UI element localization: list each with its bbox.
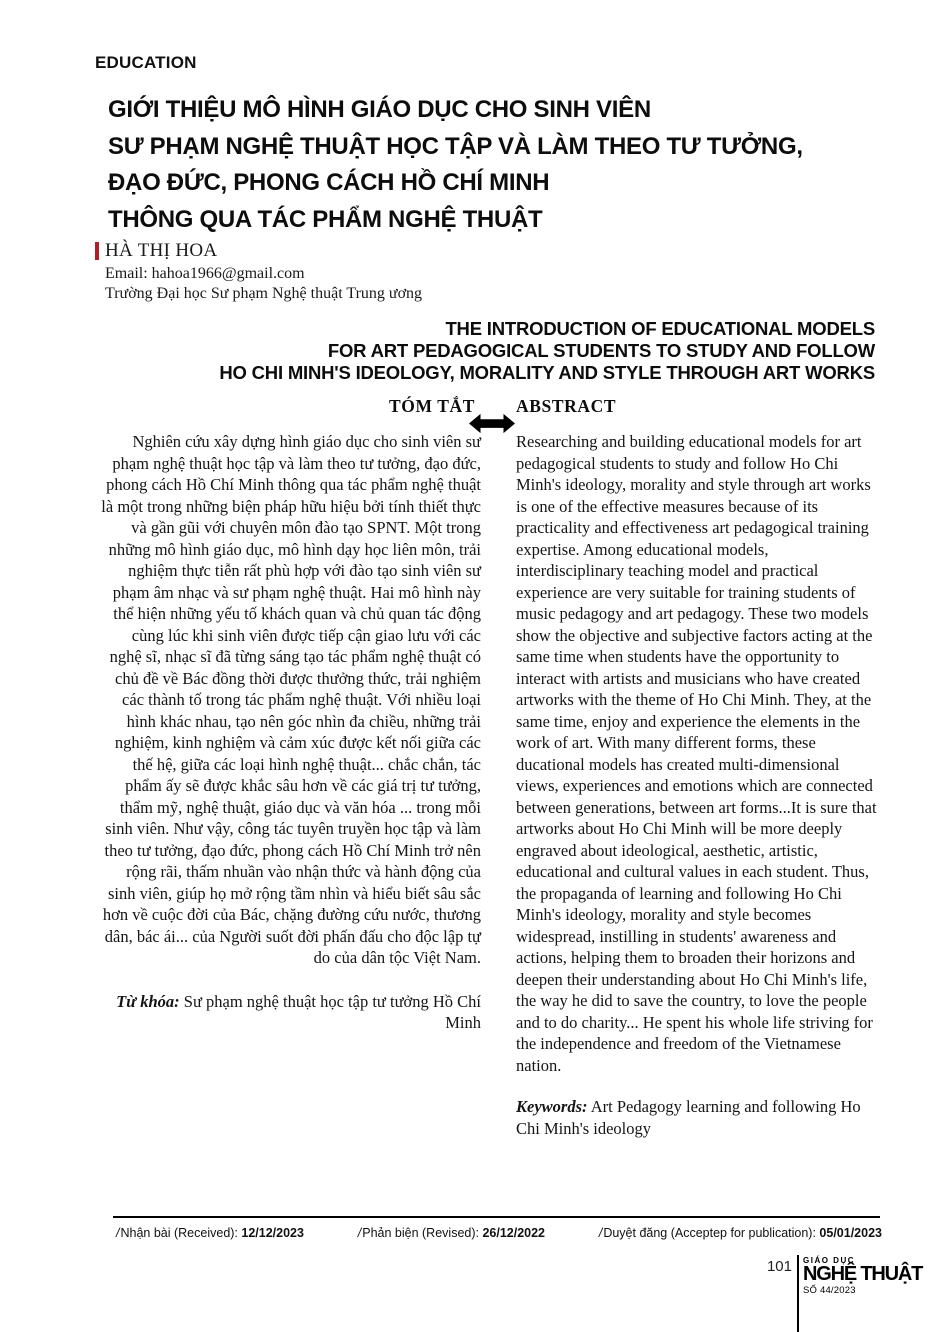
- footer-revised-label: Phản biện (Revised):: [362, 1226, 483, 1240]
- article-title-vietnamese: [108, 92, 803, 238]
- journal-logo-main-text: NGHỆ THUẬT: [803, 1263, 923, 1285]
- author-accent-bar: [95, 242, 99, 260]
- page-number: 101: [766, 1258, 792, 1275]
- author-email: Email: hahoa1966@gmail.com: [105, 265, 305, 282]
- author-block: [95, 240, 422, 304]
- author-name-row: [95, 240, 422, 262]
- keywords-en: [516, 1096, 880, 1139]
- keywords-vi: [97, 991, 481, 1034]
- footer-slash: /: [357, 1226, 362, 1240]
- footer-dates-row: [116, 1226, 882, 1240]
- title-en-line: THE INTRODUCTION OF EDUCATIONAL MODELS: [445, 318, 875, 339]
- abstract-body-vi: Nghiên cứu xây dựng hình giáo dục cho sinh viên sư phạm nghệ thuật học tập và làm theo tư tưởng, đạo đức, phong cách Hồ Chí Minh thông qua tác phẩm nghệ thuật là một trong những biện pháp hữu hiệu bởi tính thiết thực và gần gũi với chuyên môn đào tạo SPNT. Một trong những mô hình giáo dục, mô hình dạy học liên môn, trải nghiệm thực tiễn rất phù hợp với đào tạo sinh viên sư phạm âm nhạc và sư phạm nghệ thuật. Hai mô hình này thể hiện những yếu tố khách quan và chủ quan tác động cùng lúc khi sinh viên được tiếp cận giao lưu với các nghệ sĩ, nhạc sĩ đã từng sáng tạo tác phẩm nghệ thuật có chủ đề về Bác đồng thời được thưởng thức, trải nghiệm các thành tố trong tác phẩm nghệ thuật. Với nhiều loại hình khác nhau, tạo nên góc nhìn đa chiều, những trải nghiệm, kinh nghiệm và cảm xúc được kết nối giữa các thế hệ, giữa các loại hình nghệ thuật... chắc chắn, tác phẩm ấy sẽ được khắc sâu hơn về các giá trị tư tưởng, thẩm mỹ, nghệ thuật, giáo dục và văn hóa ... trong mỗi sinh viên. Như vậy, công tác tuyên truyền học tập và làm theo tư tưởng, đạo đức, phong cách Hồ Chí Minh trở nên rộng rãi, thấm nhuần vào nhận thức và hành động của sinh viên, giúp họ mở rộng tầm nhìn và hiểu biết sâu sắc hơn về cuộc đời của Bác, chặng đường cứu nước, thương dân, bác ái... của Người suốt đời phấn đấu cho độc lập tự do của dân tộc Việt Nam.: [101, 432, 481, 967]
- abstract-column-english: [516, 396, 880, 1139]
- article-title-english: [219, 318, 875, 384]
- author-affiliation: Trường Đại học Sư phạm Nghệ thuật Trung ương: [105, 285, 423, 302]
- footer-slash: /: [598, 1226, 603, 1240]
- keywords-vi-label: Từ khóa:: [116, 991, 180, 1011]
- footer-received: [116, 1226, 304, 1240]
- footer-vertical-rule: [797, 1255, 799, 1332]
- footer-slash: /: [116, 1226, 120, 1240]
- keywords-vi-text: Sư phạm nghệ thuật học tập tư tưởng Hồ Chí Minh: [179, 991, 481, 1032]
- footer-accepted-label: Duyệt đăng (Acceptep for publication):: [603, 1226, 820, 1240]
- title-en-line: HO CHI MINH'S IDEOLOGY, MORALITY AND STYLE THROUGH ART WORKS: [219, 362, 875, 383]
- footer-accepted-date: 05/01/2023: [819, 1226, 882, 1240]
- journal-issue-number: SỐ 44/2023: [803, 1285, 856, 1296]
- journal-logo-top-text: GIÁO DỤC: [803, 1256, 855, 1265]
- title-vi-line: THÔNG QUA TÁC PHẨM NGHỆ THUẬT: [108, 205, 543, 233]
- abstract-heading-en: ABSTRACT: [516, 396, 617, 416]
- footer-divider-line: [113, 1216, 880, 1218]
- footer-received-label: Nhận bài (Received):: [120, 1226, 242, 1240]
- keywords-en-text: Art Pedagogy learning and following Ho Chi Minh's ideology: [516, 1097, 861, 1138]
- title-vi-line: SƯ PHẠM NGHỆ THUẬT HỌC TẬP VÀ LÀM THEO TƯ TƯỞNG,: [108, 132, 803, 160]
- section-category-label: EDUCATION: [95, 53, 197, 72]
- title-vi-line: GIỚI THIỆU MÔ HÌNH GIÁO DỤC CHO SINH VIÊN: [108, 96, 651, 123]
- swap-arrow-icon: [469, 412, 515, 435]
- title-vi-line: ĐẠO ĐỨC, PHONG CÁCH HỒ CHÍ MINH: [108, 169, 550, 196]
- keywords-en-label: Keywords:: [516, 1097, 588, 1116]
- abstract-heading-vi: TÓM TẮT: [388, 396, 475, 416]
- abstract-column-vietnamese: [97, 396, 481, 1034]
- footer-accepted: [599, 1226, 882, 1240]
- abstract-body-en: Researching and building educational models for art pedagogical students to study and follow Ho Chi Minh's ideology, morality and style through art works is one of the effective measures because of its practicality and effectiveness art pedagogical training expertise. Among educational models, interdisciplinary teaching model and practical experience are very suitable for training students of music pedagogy and art pedagogy. These two models show the objective and subjective factors acting at the same time when students have the opportunity to interact with artists and musicians who have created artworks with the theme of Ho Chi Minh. They, at the same time, enjoy and experience the elements in the work of art. With many different forms, these ducational models has created multi-dimensional views, experiences and emotions which are connected between generations, between art forms...It is sure that artworks about Ho Chi Minh will be more deeply engraved about ideological, aesthetic, artistic, educational and cultural values in each student. Thus, the propaganda of learning and following Ho Chi Minh's ideology, morality and style becomes widespread, instilling in students' awareness and actions, helping them to broaden their horizons and deepen their understanding about Ho Chi Minh's life, the way he did to save the country, to love the people and to do charity... He spent his whole life striving for the independence and freedom of the Vietnamese nation.: [516, 432, 877, 1075]
- author-name: HÀ THỊ HOA: [105, 240, 218, 261]
- footer-revised: [358, 1226, 545, 1240]
- footer-revised-date: 26/12/2022: [482, 1226, 546, 1240]
- footer-received-date: 12/12/2023: [241, 1226, 304, 1240]
- journal-logo: [803, 1257, 922, 1296]
- title-en-line: FOR ART PEDAGOGICAL STUDENTS TO STUDY AND FOLLOW: [327, 340, 875, 361]
